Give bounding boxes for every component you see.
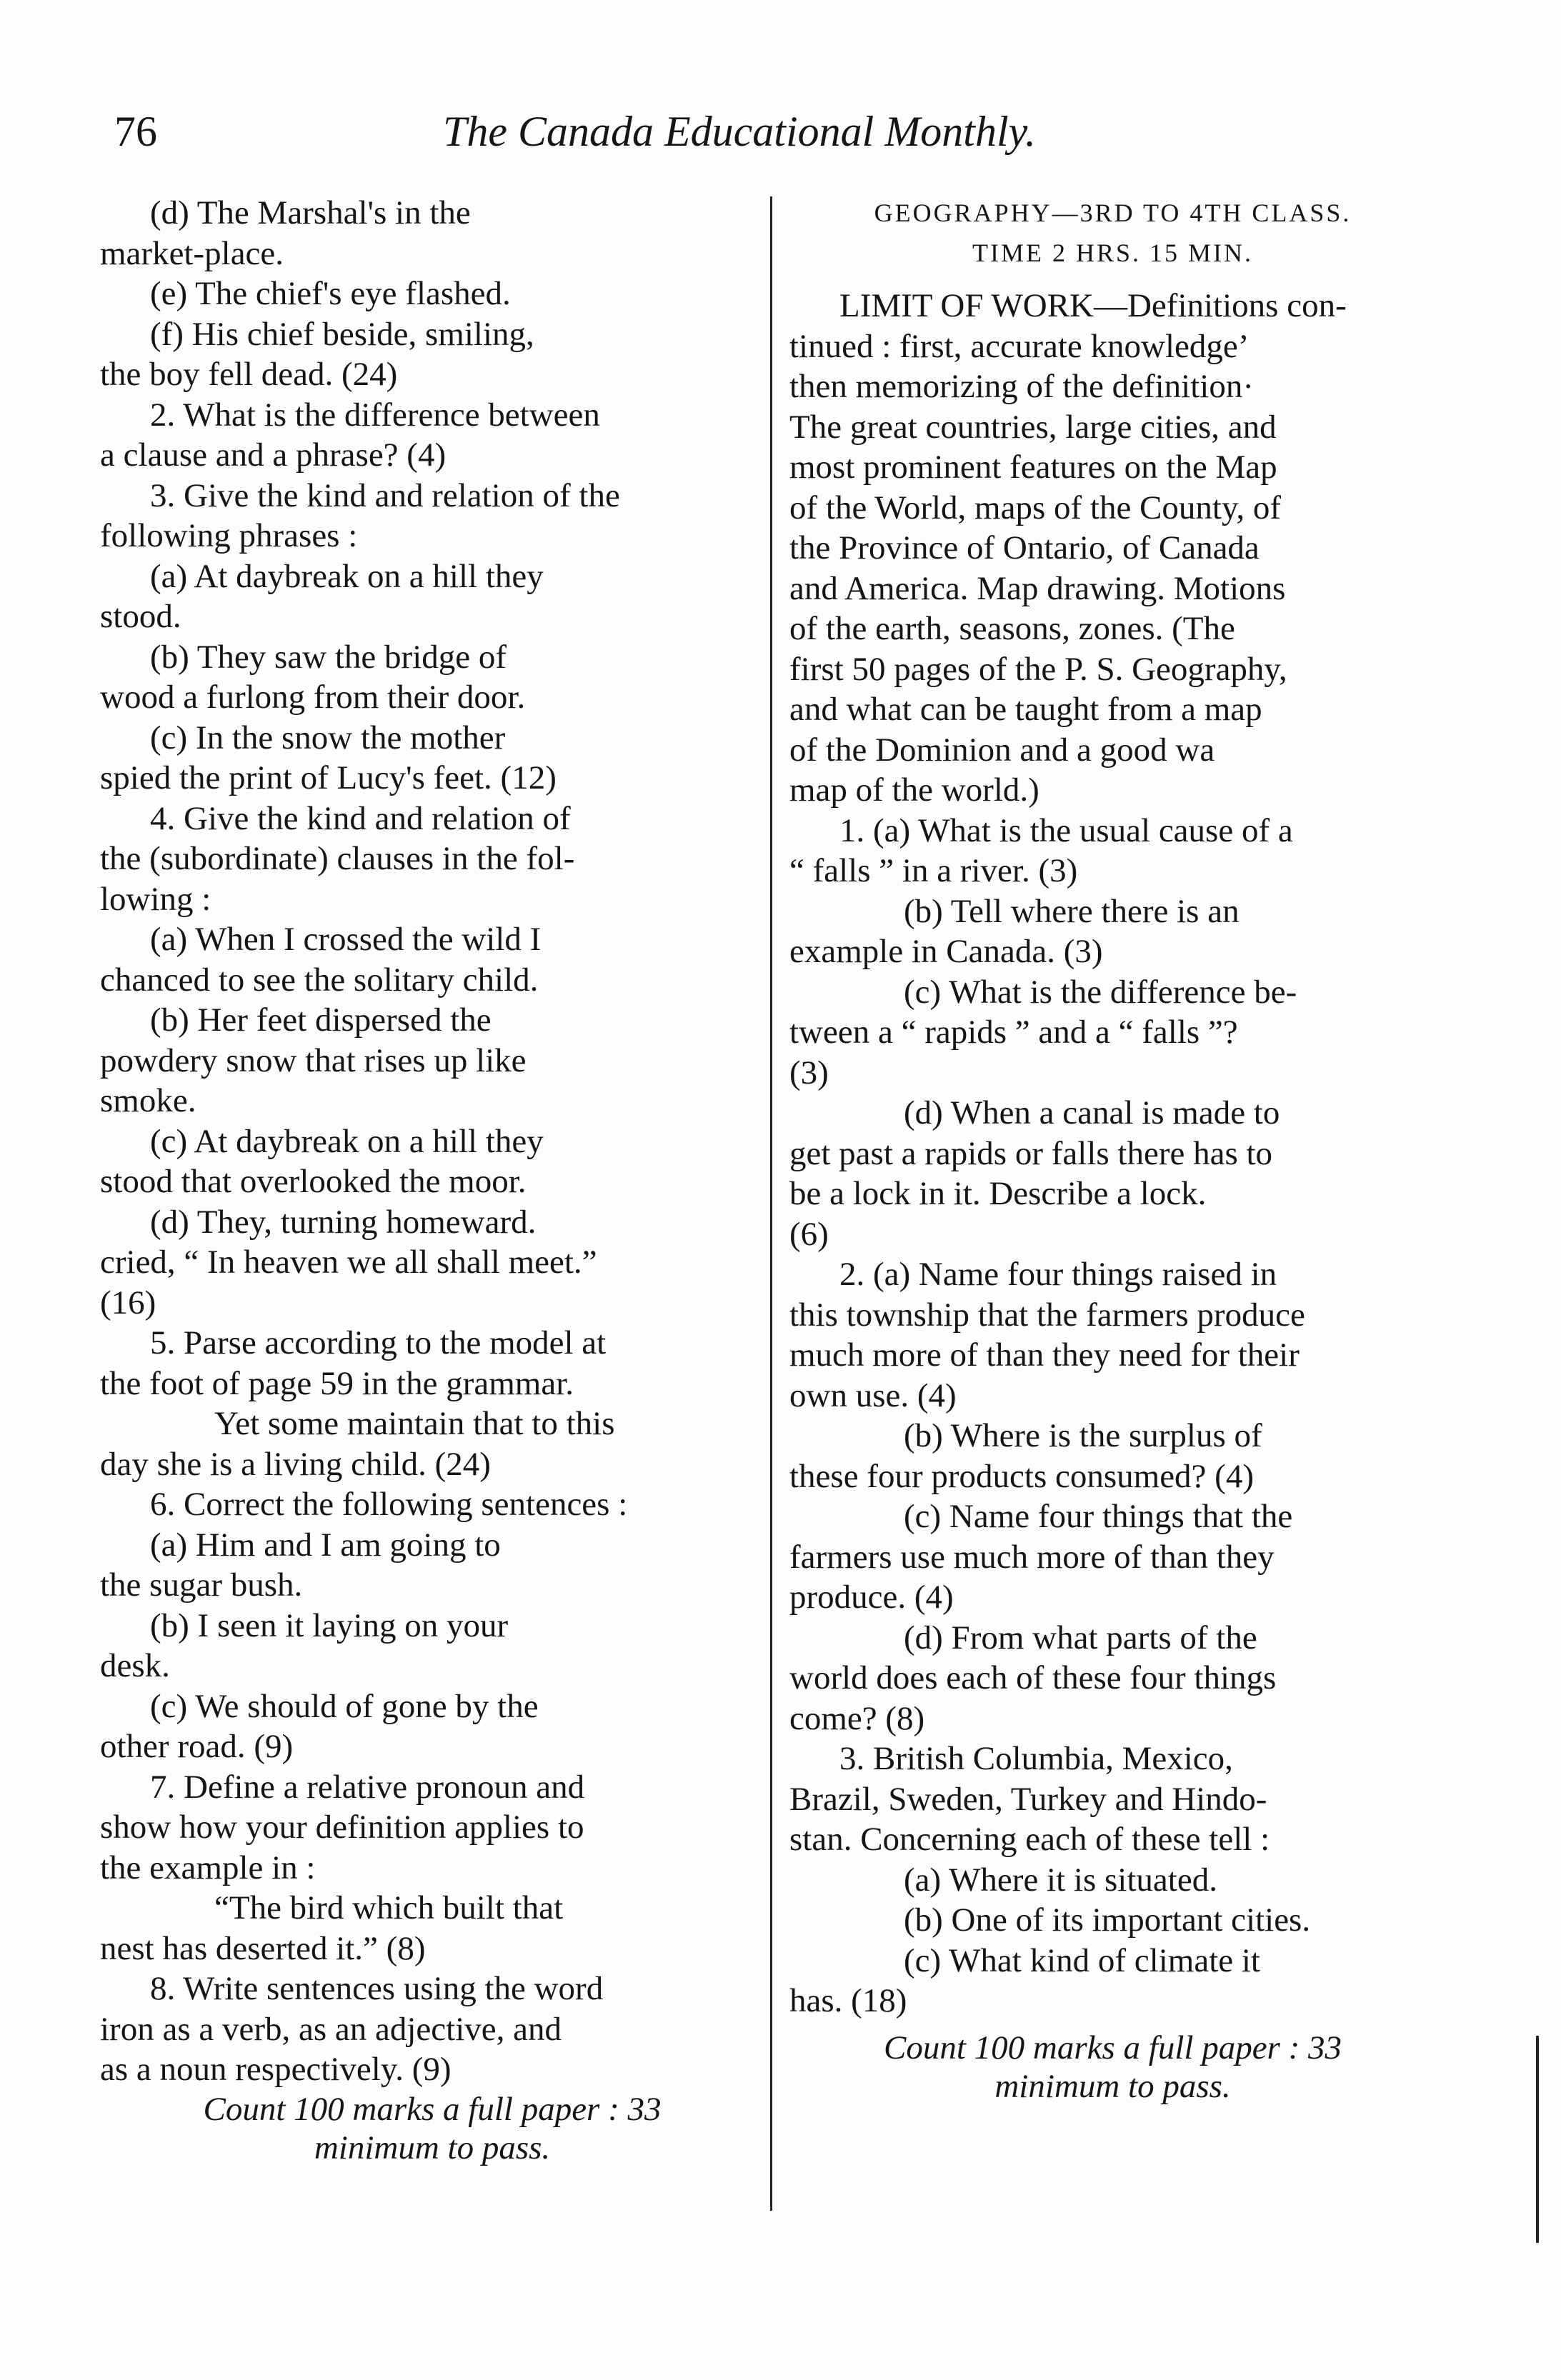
marking-note xyxy=(789,2029,1436,2106)
page-edge-mark xyxy=(1536,2036,1539,2243)
right_column-text-line: The great countries, large cities, and xyxy=(789,408,1277,446)
right_column-text-line: these four products consumed? (4) xyxy=(789,1457,1254,1495)
right_column-text-line: (3) xyxy=(789,1054,829,1091)
right_column-text-line: 1. (a) What is the usual cause of a xyxy=(839,811,1293,849)
right_column-text-line: and what can be taught from a map xyxy=(789,691,1262,728)
right_column-text-line: (b) Tell where there is an xyxy=(904,892,1240,930)
right_column-text-line: most prominent features on the Map xyxy=(789,449,1277,486)
right_column-text-line: farmers use much more of than they xyxy=(789,1538,1275,1576)
left_column-text-line: 4. Give the kind and relation of xyxy=(150,799,571,837)
right_column-text-line: of the World, maps of the County, of xyxy=(789,489,1282,526)
left_column-text-line: (d) The Marshal's in the xyxy=(150,194,471,231)
left_column-text-line: cried, “ In heaven we all shall meet.” xyxy=(100,1244,597,1281)
left_column-text-line: powdery snow that rises up like xyxy=(100,1041,527,1079)
left_column-text-line: other road. (9) xyxy=(100,1728,294,1765)
right_column-text-line: (d) From what parts of the xyxy=(904,1619,1257,1656)
right_column-text-line: (b) Where is the surplus of xyxy=(904,1417,1262,1454)
left_column-text-line: spied the print of Lucy's feet. (12) xyxy=(100,759,557,796)
right_column-text-line: tinued : first, accurate knowledge’ xyxy=(789,327,1250,365)
left_column-text-line: 5. Parse according to the model at xyxy=(150,1324,607,1361)
left_column-text-line: 7. Define a relative pronoun and xyxy=(150,1768,585,1806)
right_column-text-line: much more of than they need for their xyxy=(789,1336,1300,1374)
right_column-text-line: (d) When a canal is made to xyxy=(904,1094,1280,1131)
left_column-text-line: 3. Give the kind and relation of the xyxy=(150,476,620,514)
left_column-text-line: stood that overlooked the moor. xyxy=(100,1163,527,1200)
left_column-text-line: iron as a verb, as an adjective, and xyxy=(100,2010,562,2048)
page-number: 76 xyxy=(114,108,157,155)
left_column-text-line: lowing : xyxy=(100,880,211,918)
right_column-text-line: Brazil, Sweden, Turkey and Hindo- xyxy=(789,1780,1267,1818)
right_column-text-line: (6) xyxy=(789,1215,829,1253)
left_column-text-line: the foot of page 59 in the grammar. xyxy=(100,1364,574,1402)
right_column-text-line: this township that the farmers produce xyxy=(789,1296,1305,1334)
right_column-text-line: of the earth, seasons, zones. (The xyxy=(789,610,1235,647)
right_column-text-line: own use. (4) xyxy=(789,1376,957,1414)
left_column-text-line: (c) At daybreak on a hill they xyxy=(150,1122,544,1160)
right_column-text-line: “ falls ” in a river. (3) xyxy=(789,852,1078,889)
left_column-text-line: the boy fell dead. (24) xyxy=(100,356,398,393)
left_column-text-line: show how your definition applies to xyxy=(100,1809,584,1846)
right_column-text-line: LIMIT OF WORK—Definitions con- xyxy=(839,287,1347,324)
right-column xyxy=(789,193,1436,2106)
left_column-text-line: nest has deserted it.” (8) xyxy=(100,1929,426,1967)
right_column-text-line: tween a “ rapids ” and a “ falls ”? xyxy=(789,1014,1238,1051)
right_column-text-line: be a lock in it. Describe a lock. xyxy=(789,1175,1207,1212)
right_column-text-line: 2. (a) Name four things raised in xyxy=(839,1256,1277,1293)
right_column-text-line: stan. Concerning each of these tell : xyxy=(789,1821,1270,1858)
right_column-text-line: produce. (4) xyxy=(789,1579,954,1616)
right_column-text-line: has. (18) xyxy=(789,1982,907,2019)
left_column-text-line: (e) The chief's eye flashed. xyxy=(150,275,511,312)
right_column-text-line: map of the world.) xyxy=(789,771,1039,809)
right_column-text-line: 3. British Columbia, Mexico, xyxy=(839,1740,1233,1777)
right_column-text-line: the Province of Ontario, of Canada xyxy=(789,529,1260,566)
left_column-text-line: 6. Correct the following sentences : xyxy=(150,1486,628,1523)
left_column-text-line: 2. What is the difference between xyxy=(150,396,600,434)
left_column-text-line: 8. Write sentences using the word xyxy=(150,1970,604,2007)
marking-note xyxy=(100,2090,764,2167)
left_column-text-line: “The bird which built that xyxy=(214,1889,564,1926)
marking-note-line: minimum to pass. xyxy=(994,2067,1231,2105)
right_column-text-line: (c) What is the difference be- xyxy=(904,973,1297,1011)
section-heading-line: GEOGRAPHY—3RD TO 4TH CLASS. xyxy=(874,199,1352,227)
column-divider xyxy=(770,196,772,2211)
left_column-text-line: smoke. xyxy=(100,1082,196,1119)
right_column-text-line: then memorizing of the definition· xyxy=(789,368,1254,405)
section-heading xyxy=(789,193,1436,273)
right_column-text-line: and America. Map drawing. Motions xyxy=(789,569,1286,607)
left_column-text-line: Yet some maintain that to this xyxy=(214,1405,615,1442)
right_column-text-line: come? (8) xyxy=(789,1699,925,1737)
right_column-text-line: (a) Where it is situated. xyxy=(904,1861,1217,1899)
left_column-text-line: the example in : xyxy=(100,1849,316,1886)
marking-note-line: Count 100 marks a full paper : 33 xyxy=(883,2029,1342,2066)
right_column-text-line: (c) What kind of climate it xyxy=(904,1941,1260,1979)
left_column-text-line: desk. xyxy=(100,1647,170,1684)
left_column-text-line: (a) Him and I am going to xyxy=(150,1526,501,1564)
right_column-text-line: of the Dominion and a good wa xyxy=(789,731,1215,769)
left-column xyxy=(100,193,764,2167)
right_column-text-line: world does each of these four things xyxy=(789,1659,1277,1696)
left_column-text-line: (b) They saw the bridge of xyxy=(150,638,507,676)
section-heading-line: TIME 2 HRS. 15 MIN. xyxy=(972,239,1253,267)
left_column-text-line: (16) xyxy=(100,1284,156,1321)
left_column-text-line: following phrases : xyxy=(100,517,358,554)
marking-note-line: Count 100 marks a full paper : 33 xyxy=(203,2090,662,2128)
running-title: The Canada Educational Monthly. xyxy=(443,108,1036,155)
left_column-text-line: stood. xyxy=(100,598,181,635)
left_column-text-line: the (subordinate) clauses in the fol- xyxy=(100,840,575,877)
left_column-text-line: as a noun respectively. (9) xyxy=(100,2051,452,2088)
left_column-text-line: (a) When I crossed the wild I xyxy=(150,921,542,958)
left_column-text-line: (a) At daybreak on a hill they xyxy=(150,557,544,595)
page-header xyxy=(114,107,1457,164)
marking-note-line: minimum to pass. xyxy=(314,2129,551,2166)
left_column-text-line: wood a furlong from their door. xyxy=(100,679,526,716)
left_column-text-line: (b) I seen it laying on your xyxy=(150,1606,509,1644)
left_column-text-line: (c) In the snow the mother xyxy=(150,719,506,756)
right_column-text-line: example in Canada. (3) xyxy=(789,933,1103,970)
right_column-text-line: get past a rapids or falls there has to xyxy=(789,1134,1273,1172)
left_column-text-line: day she is a living child. (24) xyxy=(100,1445,491,1483)
left_column-text-line: the sugar bush. xyxy=(100,1566,303,1604)
left_column-text-line: (c) We should of gone by the xyxy=(150,1687,539,1725)
right_column-text-line: (b) One of its important cities. xyxy=(904,1901,1311,1939)
left_column-text-line: (d) They, turning homeward. xyxy=(150,1203,537,1241)
left_column-text-line: a clause and a phrase? (4) xyxy=(100,436,447,474)
left_column-text-line: (f) His chief beside, smiling, xyxy=(150,315,534,353)
right_column-text-line: (c) Name four things that the xyxy=(904,1498,1293,1535)
left_column-text-line: chanced to see the solitary child. xyxy=(100,961,539,999)
left_column-text-line: (b) Her feet dispersed the xyxy=(150,1001,492,1039)
right_column-text-line: first 50 pages of the P. S. Geography, xyxy=(789,650,1287,688)
left_column-text-line: market-place. xyxy=(100,234,284,272)
